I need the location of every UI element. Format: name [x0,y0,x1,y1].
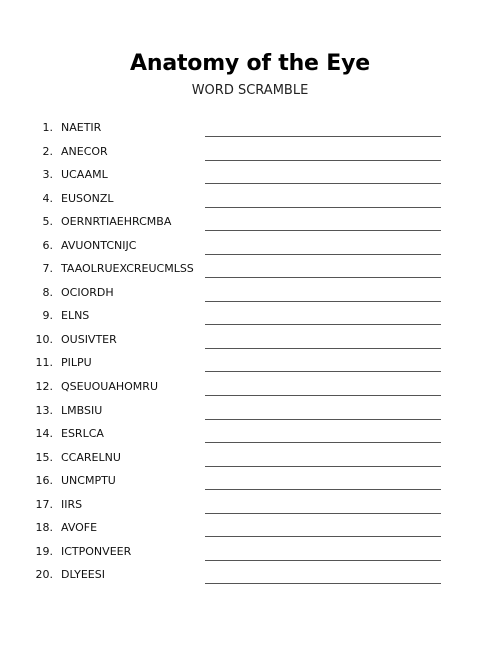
scrambled-word: OCIORDH [61,285,114,299]
answer-line[interactable] [205,419,441,420]
item-number: 20. [35,568,53,582]
scrambled-word: ANECOR [61,144,108,158]
list-item [0,141,500,165]
scrambled-word: QSEUOUAHOMRU [61,380,158,394]
scrambled-word: OERNRTIAEHRCMBA [61,215,172,229]
page-subtitle: WORD SCRAMBLE [191,83,309,98]
item-number: 7. [42,262,53,276]
scrambled-word: CCARELNU [61,450,121,464]
scrambled-word: UCAAML [61,168,108,182]
list-item [0,494,500,518]
list-item [0,117,500,141]
list-item [0,305,500,329]
item-number: 3. [42,168,53,182]
list-item [0,282,500,306]
scrambled-word: LMBSIU [61,403,103,417]
answer-line[interactable] [205,513,441,514]
page-title: Anatomy of the Eye [130,51,370,76]
answer-line[interactable] [205,583,441,584]
scrambled-word: AVOFE [61,521,98,535]
answer-line[interactable] [205,324,441,325]
item-number: 10. [35,332,53,346]
answer-line[interactable] [205,301,441,302]
scrambled-word: IIRS [61,497,83,511]
list-item [0,400,500,424]
scrambled-word: ICTPONVEER [61,544,132,558]
answer-line[interactable] [205,489,441,490]
answer-line[interactable] [205,230,441,231]
item-number: 11. [35,356,53,370]
list-item [0,258,500,282]
item-number: 18. [35,521,53,535]
item-number: 17. [35,497,53,511]
scramble-list [0,117,500,588]
scrambled-word: ELNS [61,309,90,323]
list-item [0,541,500,565]
list-item [0,235,500,259]
answer-line[interactable] [205,277,441,278]
item-number: 14. [35,427,53,441]
item-number: 12. [35,380,53,394]
answer-line[interactable] [205,254,441,255]
list-item [0,352,500,376]
item-number: 5. [42,215,53,229]
item-number: 4. [42,191,53,205]
scrambled-word: ESRLCA [61,427,104,441]
answer-line[interactable] [205,207,441,208]
answer-line[interactable] [205,160,441,161]
list-item [0,470,500,494]
list-item [0,164,500,188]
list-item [0,447,500,471]
item-number: 15. [35,450,53,464]
scrambled-word: NAETIR [61,121,102,134]
answer-line[interactable] [205,560,441,561]
list-item [0,423,500,447]
list-item [0,188,500,212]
list-item [0,517,500,541]
scrambled-word: TAAOLRUEXCREUCMLSS [61,262,194,276]
answer-line[interactable] [205,442,441,443]
answer-line[interactable] [205,136,441,137]
item-number: 8. [42,285,53,299]
answer-line[interactable] [205,536,441,537]
item-number: 1. [42,121,53,134]
scrambled-word: PILPU [61,356,92,370]
item-number: 9. [42,309,53,323]
scrambled-word: DLYEESI [61,568,105,582]
item-number: 19. [35,544,53,558]
answer-line[interactable] [205,183,441,184]
list-item [0,211,500,235]
item-number: 13. [35,403,53,417]
answer-line[interactable] [205,395,441,396]
item-number: 2. [42,144,53,158]
item-number: 6. [42,238,53,252]
scrambled-word: AVUONTCNIJC [61,238,137,252]
list-item [0,564,500,588]
list-item [0,376,500,400]
answer-line[interactable] [205,348,441,349]
item-number: 16. [35,474,53,488]
scrambled-word: OUSIVTER [61,332,117,346]
answer-line[interactable] [205,466,441,467]
scrambled-word: EUSONZL [61,191,114,205]
list-item [0,329,500,353]
answer-line[interactable] [205,371,441,372]
scrambled-word: UNCMPTU [61,474,116,488]
